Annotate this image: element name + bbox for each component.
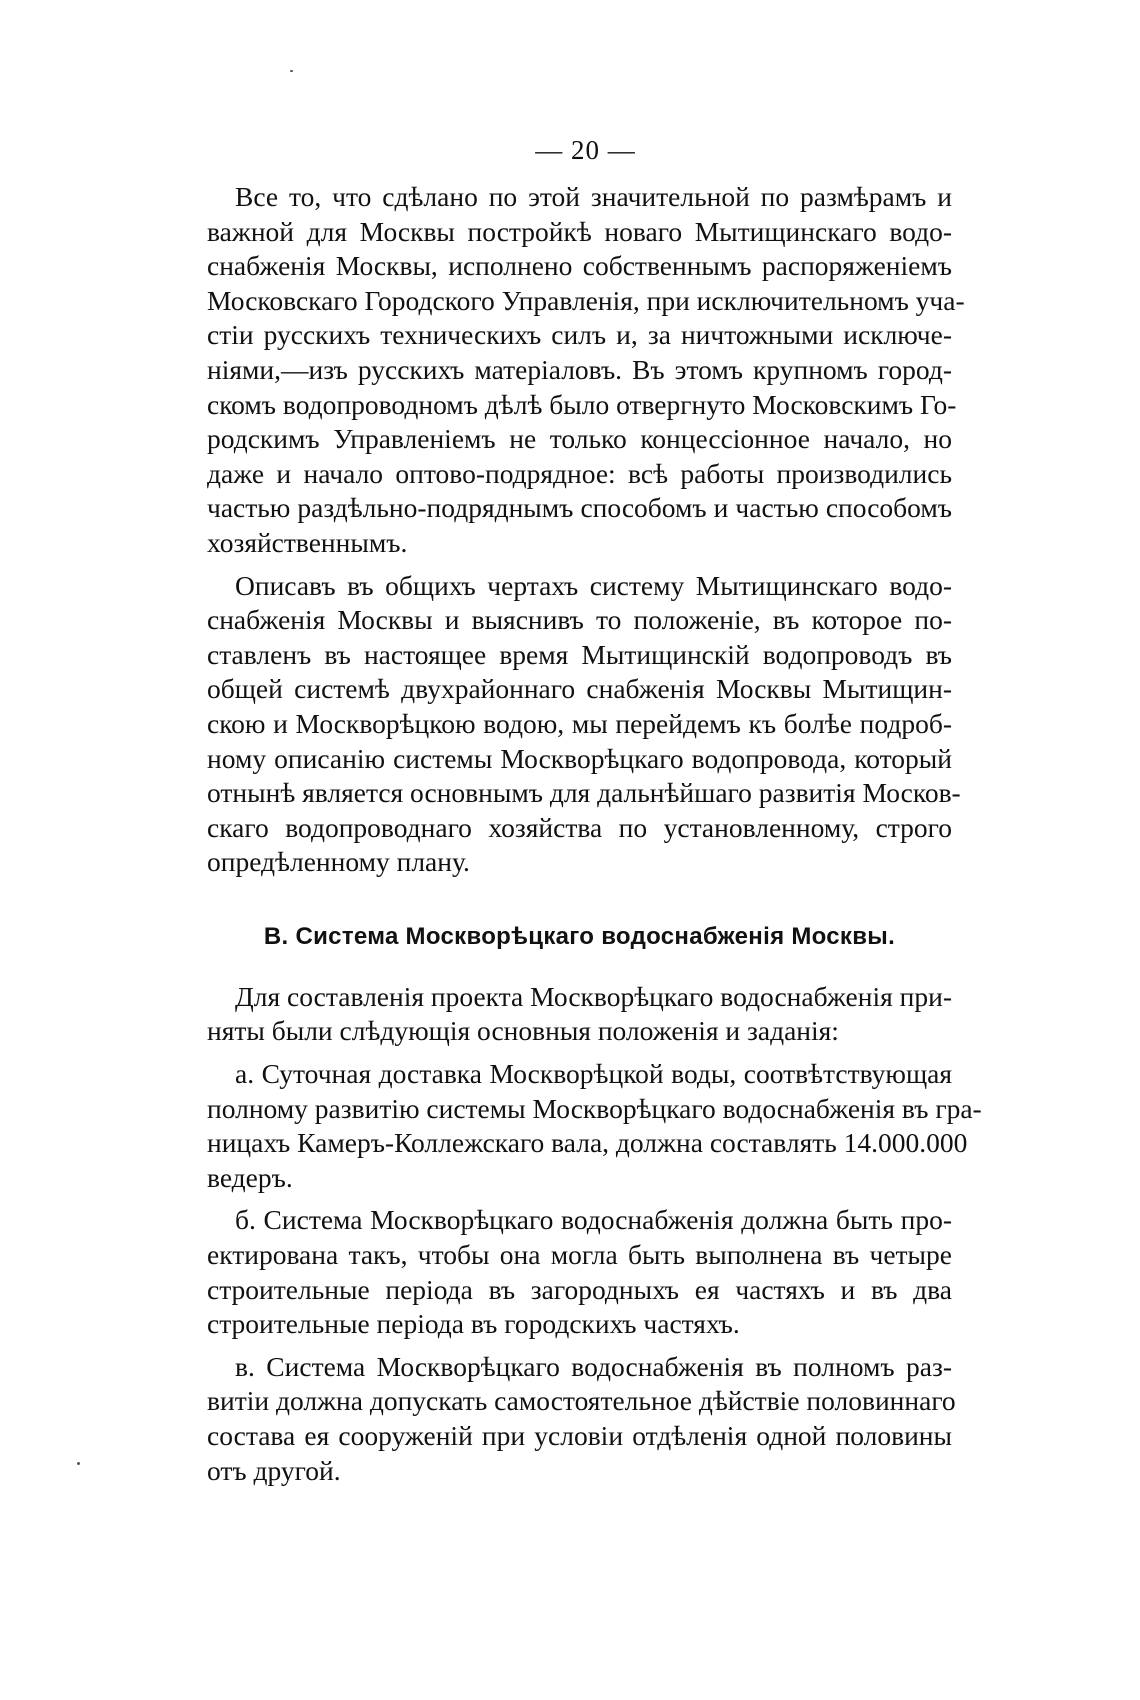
text-line: Все то, что сдѣлано по этой значительной по размѣрамъ и: [235, 181, 952, 212]
text-line: отнынѣ является основнымъ для дальнѣйшаго развитія Москов-: [207, 777, 961, 809]
list-item-c: [207, 1350, 956, 1488]
text-line: хозяйственнымъ.: [207, 526, 408, 558]
section-heading: В. Система Москворѣцкаго водоснабженія Москвы.: [263, 922, 896, 950]
text-line: ведеръ.: [207, 1161, 293, 1193]
text-line: ніями,—изъ русскихъ матеріаловъ. Въ этомъ крупномъ город-: [207, 353, 952, 385]
text-line: а. Суточная доставка Москворѣцкой воды, соотвѣтствующая: [235, 1058, 952, 1090]
text-line: отъ другой.: [207, 1454, 341, 1486]
paragraph-gap: [207, 1195, 952, 1203]
text-line: Для составленія проекта Москворѣцкаго водоснабженія при-: [235, 980, 952, 1012]
text-line: в. Система Москворѣцкаго водоснабженія въ полномъ раз-: [235, 1350, 952, 1382]
scan-speck-top: [290, 70, 293, 72]
text-line: няты были слѣдующія основныя положенія и заданія:: [207, 1015, 839, 1047]
text-line: общей системѣ двухрайоннаго снабженія Москвы Мытищин-: [207, 673, 952, 705]
text-line: скою и Москворѣцкою водою, мы перейдемъ къ болѣе подроб-: [207, 707, 952, 739]
paragraph-2: [207, 569, 961, 880]
text-line: родскимъ Управленіемъ не только концессіонное начало, но: [207, 423, 952, 455]
text-line: даже и начало оптово-подрядное: всѣ работы производились: [207, 457, 952, 489]
text-line: частью раздѣльно-подряднымъ способомъ и частью способомъ: [207, 492, 952, 524]
scan-speck-bottom: [77, 1462, 80, 1465]
paragraph-1: [207, 180, 965, 561]
text-line: снабженія Москвы, исполнено собственнымъ распоряженіемъ: [207, 250, 952, 282]
text-line: скомъ водопроводномъ дѣлѣ было отвергнуто Московскимъ Го-: [207, 388, 957, 420]
text-line: строительные періода въ городскихъ частяхъ.: [207, 1308, 740, 1340]
text-line: Московскаго Городского Управленія, при исключительномъ уча-: [207, 284, 965, 316]
text-line: ставленъ въ настоящее время Мытищинскій водопроводъ въ: [207, 638, 952, 670]
paragraph-gap: [207, 1049, 952, 1057]
text-line: важной для Москвы постройкѣ новаго Мытищинскаго водо-: [207, 215, 952, 247]
text-line: ницахъ Камеръ-Коллежскаго вала, должна составлять 14.000.000: [207, 1127, 968, 1159]
text-line: стіи русскихъ техническихъ силъ и, за ничтожными исключе-: [207, 319, 952, 351]
text-line: снабженія Москвы и выяснивъ то положеніе, въ которое по-: [207, 604, 952, 636]
paragraph-gap: [207, 561, 952, 569]
page-number: — 20 —: [535, 135, 636, 165]
text-line: состава ея сооруженій при условіи отдѣленія одной половины: [207, 1420, 952, 1451]
text-line: Описавъ въ общихъ чертахъ систему Мытищинскаго водо-: [235, 569, 952, 601]
text-line: ектирована такъ, чтобы она могла быть выполнена въ четыре: [207, 1239, 952, 1271]
paragraph-gap: [207, 1342, 952, 1350]
document-page: [207, 130, 982, 1488]
list-item-a: [207, 1057, 982, 1195]
text-line: б. Система Москворѣцкаго водоснабженія должна быть про-: [235, 1204, 952, 1236]
list-item-b: [207, 1203, 952, 1341]
text-line: ному описанію системы Москворѣцкаго водопровода, который: [207, 742, 952, 774]
text-line: строительные періода въ загородныхъ ея частяхъ и въ два: [207, 1273, 952, 1305]
text-line: опредѣленному плану.: [207, 846, 470, 878]
text-line: витіи должна допускать самостоятельное дѣйствіе половиннаго: [207, 1385, 956, 1417]
text-line: полному развитію системы Москворѣцкаго водоснабженія въ гра-: [207, 1092, 982, 1124]
paragraph-3: [207, 980, 952, 1049]
text-line: скаго водопроводнаго хозяйства по установленному, строго: [207, 811, 952, 843]
